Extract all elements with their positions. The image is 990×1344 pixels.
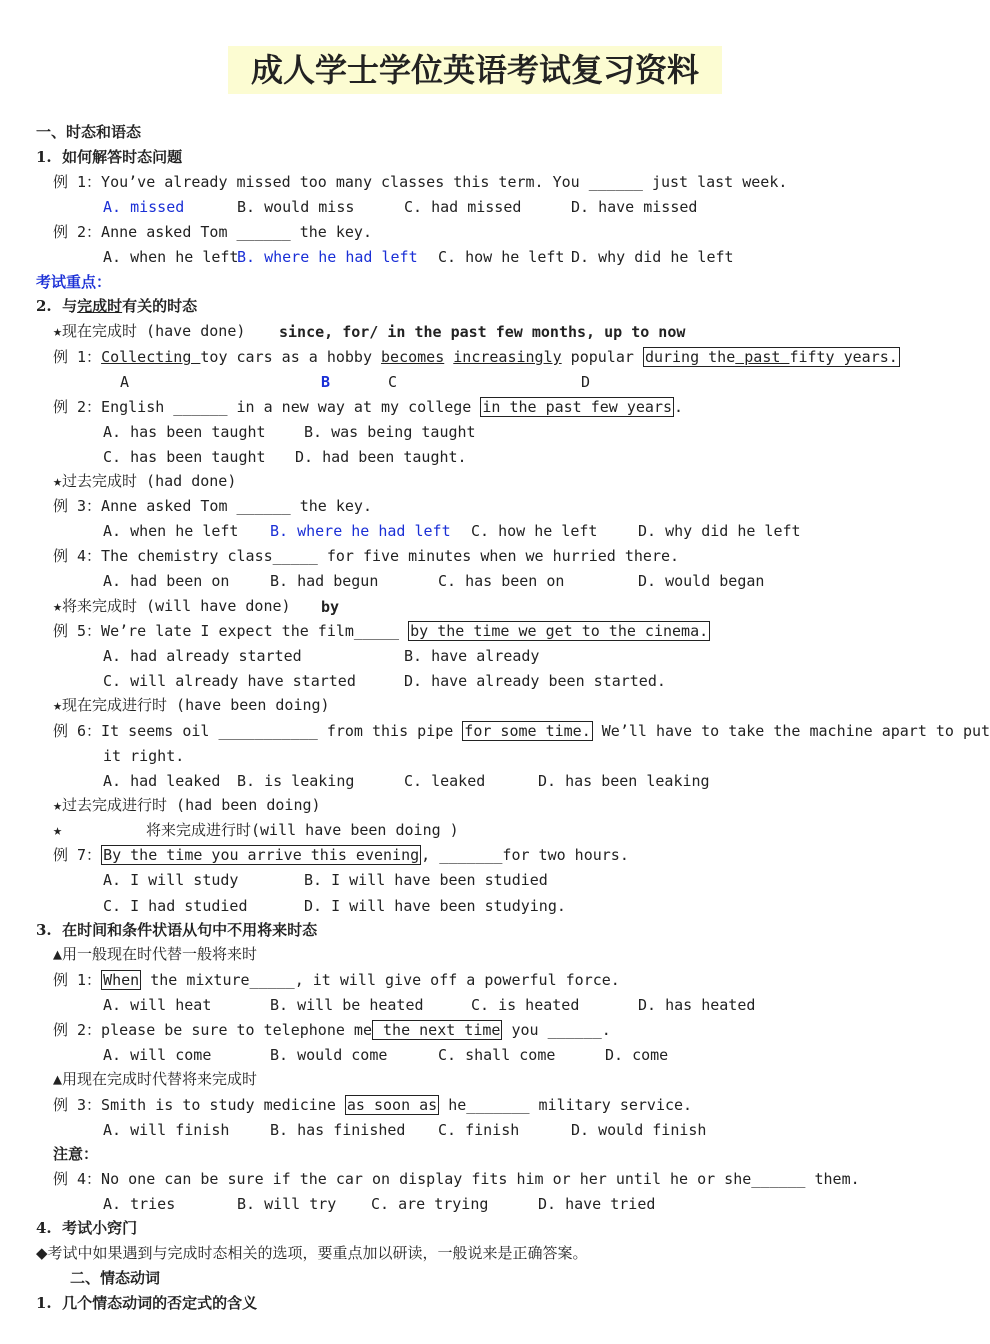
star-present-perfect: ★现在完成时 (have done) [53,322,246,340]
option-d: D. why did he left [571,248,734,266]
underlined-a: Collecting [101,348,201,366]
star-future-perfect: ★将来完成时 (will have done) [53,597,291,615]
example-question [53,721,990,741]
option-a: A. will finish [103,1121,230,1139]
option-a: A. will heat [103,996,212,1014]
question-text: you ______. [502,1021,611,1039]
exam-tip-text: ◆考试中如果遇到与完成时态相关的选项，要重点加以研读，一般说来是正确答案。 [36,1244,588,1262]
spacer-text [444,348,453,366]
section-heading-modal-verbs: 二、情态动词 [70,1269,161,1287]
boxed-time-phrase: for some time. [464,722,591,740]
option-b: B. I will have been studied [304,871,548,889]
option-a: A. had already started [103,647,302,665]
heading-part: 有关的时态 [122,297,198,315]
option-a: A. I will study [103,871,239,889]
triangle-rule: ▲用现在完成时代替将来完成时 [53,1070,258,1088]
option-d: D. would began [638,572,765,590]
example-question [53,621,710,641]
option-a: A. tries [103,1195,176,1213]
boxed-conjunction: as soon as [346,1096,438,1114]
example-question: 例 1：You’ve already missed too many classes this term. You ______ just last week. [53,173,788,191]
option-c: C. are trying [371,1195,489,1213]
option-b: B. had begun [270,572,379,590]
heading-underlined-part: 完成时 [77,297,123,315]
underlined-c: increasingly [453,348,562,366]
page-title: 成人学士学位英语考试复习资料 [228,46,722,94]
example-question: 例 3：Anne asked Tom ______ the key. [53,497,372,515]
example-question [53,970,620,990]
example-question: 例 4：No one can be sure if the car on display fits him or her until he or she______ them. [53,1170,860,1188]
option-d: D. have tried [538,1195,656,1213]
option-b: B. would miss [237,198,355,216]
question-text: . [674,398,684,416]
example-label: 例 7： [53,846,102,864]
option-d: D. had been taught. [295,448,467,466]
option-c: C. will already have started [103,672,356,690]
star-future-perfect-continuous: 将来完成进行时(will have been doing ) [146,821,459,839]
option-c: C. is heated [471,996,580,1014]
question-continuation: it right. [103,747,185,765]
boxed-time-phrase: by the time we get to the cinema. [410,622,709,640]
heading-part: 2. 与 [36,297,78,315]
triangle-rule: ▲用一般现在时代替一般将来时 [53,945,258,963]
option-c: C. I had studied [103,897,248,915]
sentence-text: popular [561,348,643,366]
option-c: C. has been taught [103,448,266,466]
option-d: D. would finish [571,1121,707,1139]
option-d: D. come [605,1046,669,1064]
marker-d: D [581,373,591,391]
option-a-correct: A. missed [103,198,185,216]
underlined-b: becomes [381,348,445,366]
key-points-label: 考试重点： [36,273,112,291]
option-b-correct: B. where he had left [270,522,451,540]
option-a: A. had been on [103,572,230,590]
option-c: C. had missed [404,198,522,216]
example-question: 例 4：The chemistry class_____ for five minutes when we hurried there. [53,547,680,565]
subheading-how-to-answer: 1. 如何解答时态问题 [36,148,183,166]
example-label: 例 1： [53,971,102,989]
option-c: C. how he left [471,522,598,540]
section-heading-tense: 一、时态和语态 [36,123,142,141]
boxed-part: during the [644,348,736,366]
boxed-conjunction: When [103,971,140,989]
star-past-perfect-continuous: ★过去完成进行时 (had been doing) [53,796,321,814]
option-d: D. has been leaking [538,772,710,790]
question-text: 例 6：It seems oil ___________ from this pipe [53,722,463,740]
option-a: A. will come [103,1046,212,1064]
sentence-text: toy cars as a hobby [200,348,382,366]
option-c: C. finish [438,1121,520,1139]
example-question: 例 2：Anne asked Tom ______ the key. [53,223,372,241]
subheading-exam-tips: 4. 考试小窍门 [36,1219,138,1237]
note-label: 注意： [53,1145,99,1163]
question-text: , _______for two hours. [421,846,629,864]
option-c: C. how he left [438,248,565,266]
option-b: B. have already [404,647,540,665]
option-a: A. has been taught [103,423,266,441]
marker-a: A [120,373,130,391]
option-d: D. has heated [638,996,756,1014]
option-b: B. will be heated [270,996,424,1014]
star-present-perfect-continuous: ★现在完成进行时 (have been doing) [53,696,330,714]
example-question [53,1095,692,1115]
keywords-present-perfect: since, for/ in the past few months, up to now [279,323,686,341]
star-past-perfect: ★过去完成时 (had done) [53,472,237,490]
question-text: the mixture_____, it will give off a powerful force. [141,971,620,989]
option-a: A. had leaked [103,772,221,790]
boxed-conjunction: the next time [374,1021,501,1039]
option-c: C. leaked [404,772,486,790]
marker-c: C [388,373,398,391]
option-d: D. have already been started. [404,672,666,690]
example-error-correction [53,347,900,367]
example-question [53,397,683,417]
marker-b-correct: B [321,373,331,391]
option-b: B. was being taught [304,423,476,441]
option-c: C. shall come [438,1046,556,1064]
option-c: C. has been on [438,572,565,590]
option-d: D. have missed [571,198,698,216]
example-question [53,845,629,865]
boxed-time-phrase: in the past few years [482,398,673,416]
boxed-time-phrase [643,347,900,367]
question-text: 例 5：We’re late I expect the film_____ [53,622,409,640]
keyword-by: by [321,598,340,616]
question-text: he_______ military service. [439,1096,693,1114]
question-text: We’ll have to take the machine apart to put [592,722,990,740]
option-d: D. why did he left [638,522,801,540]
question-text: 例 3：Smith is to study medicine [53,1096,345,1114]
example-question [53,1020,611,1040]
example-label: 例 1： [53,348,102,366]
subheading-perfect-tense [36,296,197,316]
question-text: 例 2：please be sure to telephone me [53,1021,372,1039]
option-a: A. when he left [103,522,239,540]
option-b: B. has finished [270,1121,406,1139]
option-b: B. would come [270,1046,388,1064]
boxed-part: fifty years. [789,348,898,366]
underlined-d: past [735,348,790,366]
option-b-correct: B. where he had left [237,248,418,266]
option-b: B. is leaking [237,772,355,790]
star-icon: ★ [53,821,63,839]
subheading-modal-negatives: 1. 几个情态动词的否定式的含义 [36,1294,258,1312]
boxed-time-phrase: By the time you arrive this evening [103,846,420,864]
question-text: 例 2：English ______ in a new way at my college [53,398,481,416]
option-a: A. when he left [103,248,239,266]
option-b: B. will try [237,1195,337,1213]
subheading-no-future-in-clauses: 3. 在时间和条件状语从句中不用将来时态 [36,921,318,939]
option-d: D. I will have been studying. [304,897,566,915]
